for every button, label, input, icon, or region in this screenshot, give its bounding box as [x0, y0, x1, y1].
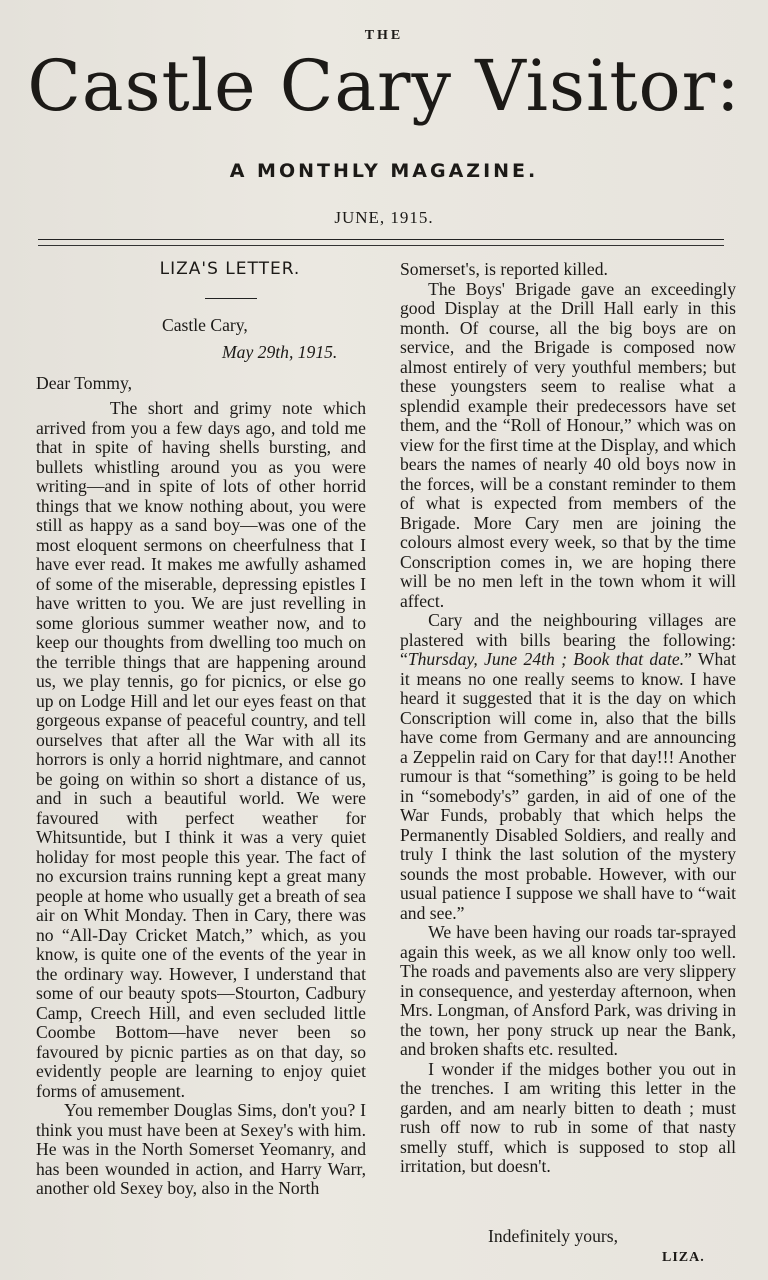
- text-run: Cary and the neighbouring villages are plastered with bills bearing the following: “: [400, 610, 736, 669]
- masthead-rule-bottom: [38, 245, 724, 246]
- paragraph: [400, 611, 736, 923]
- masthead-rule-top: [38, 239, 724, 240]
- letter-salutation: Dear Tommy,: [36, 373, 133, 393]
- masthead-the: THE: [364, 28, 404, 43]
- paragraph: You remember Douglas Sims, don't you? I think you must have been at Sexey's with him. He was in the North Somerset Yeomanry, and has been wounded in action, and Harry Warr, another old Sexey boy, also in the North: [36, 1100, 366, 1198]
- masthead-title: Castle Cary Visitor:: [27, 45, 741, 127]
- column-left: [36, 399, 366, 1199]
- paragraph-continuation: Somerset's, is reported killed.: [400, 259, 608, 279]
- letter-place: Castle Cary,: [162, 315, 248, 335]
- paragraph: The Boys' Brigade gave an exceedingly good Display at the Drill Hall early in this month. Of course, all the big boys are on service, and the Brigade is composed now almost entirely of very youthful members; but these youngsters seem to realise what a splendid example their predecessors have set them, and the “Roll of Honour,” which was on view for the first time at the Display, and which bears the names of nearly 40 old boys now in the forces, will be a constant reminder to them of what is expected from members of the Brigade. More Cary men are joining the colours almost every week, so that by the time Conscription comes in, we are hoping there will be no men left in the town whom it will affect.: [400, 278, 736, 611]
- issue-date: JUNE, 1915.: [334, 208, 434, 227]
- heading-divider: [205, 298, 257, 299]
- letter-closing: Indefinitely yours,: [488, 1226, 618, 1246]
- column-right: [400, 260, 736, 1177]
- paragraph: The short and grimy note which arrived from you a few days ago, and told me that in spite of having shells bursting, and bullets whistling around you as you were writing—and in spite of lots of other horrid things that we know nothing about, you were still as happy as a sand boy—was one of the most eloquent sermons on cheerfulness that I have ever read. It makes me awfully ashamed of some of the miserable, depressing epistles I have written to you. We are just revelling in some glorious summer weather now, and to keep our thoughts from dwelling too much on the terrible things that are happening around us, we play tennis, go for picnics, or else go up on Lodge Hill and let our eyes feast on that gorgeous expanse of peaceful country, and tell ourselves that after all the War with all its horrors is only a horrid nightmare, and cannot be going on within so short a distance of us, and in such a beautiful world. We were favoured with perfect weather for Whitsuntide, but I think it was a very quiet holiday for most people this year. The fact of no excursion trains running kept a great many people at home who usually get a breath of sea air on Whit Monday. Then in Cary, there was no “All-Day Cricket Match,” which, as you know, is quite one of the events of the year in the ordinary way. However, I understand that some of our beauty spots—Stourton, Cadbury Camp, Creech Hill, and even secluded little Coombe Bottom—have never been so favoured by picnic parties as on that day, so evidently people are learning to enjoy quiet forms of amusement.: [36, 398, 366, 1101]
- letter-date: May 29th, 1915.: [222, 342, 338, 362]
- text-run: ” What it means no one really seems to know. I have heard it suggested that it is the day on which Conscription will come in, also that the bills have come from Germany and are announcing a Zeppelin raid on Cary for that day!!! Another rumour is that “something” is going to be held in “somebody's” garden, in aid of one of the War Funds, probably that which helps the Permanently Disabled Soldiers, and really and truly I think the last solution of the mystery sounds the most probable. However, with our usual patience I suppose we shall have to “wait and see.”: [400, 649, 736, 923]
- masthead-subtitle: A MONTHLY MAGAZINE.: [229, 160, 539, 182]
- article-heading: LIZA'S LETTER.: [159, 259, 301, 279]
- letter-signature: LIZA.: [662, 1250, 705, 1265]
- paragraph: I wonder if the midges bother you out in the trenches. I am writing this letter in the garden, and am nearly bitten to death ; must rush off now to rub in some of that nasty smelly stuff, which is supposed to stop all irritation, but doesn't.: [400, 1058, 736, 1176]
- paragraph: We have been having our roads tar-sprayed again this week, as we all know only too well. The roads and pavements also are very slippery in consequence, and yesterday afternoon, when Mrs. Longman, of Ansford Park, was driving in the town, her pony struck up near the Bank, and broken shafts etc. resulted.: [400, 922, 736, 1059]
- italic-quote: Thursday, June 24th ; Book that date.: [407, 649, 685, 669]
